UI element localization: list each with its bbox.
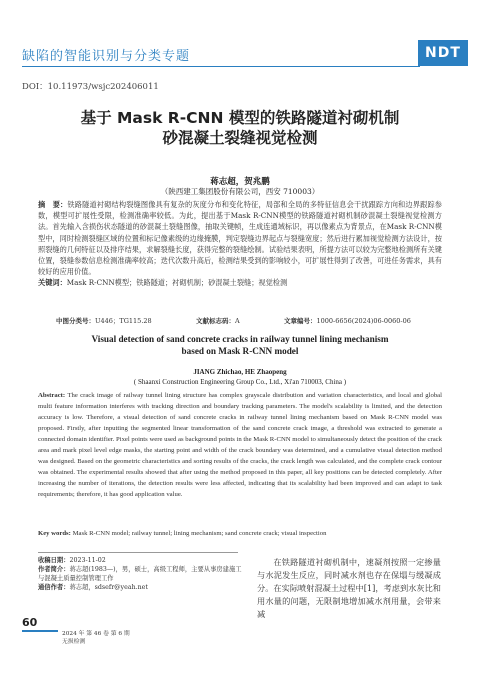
keywords-zh-label: 关键词：: [38, 278, 67, 288]
document-code: 文献标志码：A: [196, 317, 240, 325]
abstract-zh-label: 摘 要：: [38, 200, 68, 209]
title-en-line-1: Visual detection of sand concrete cracks in railway tunnel lining mechanism: [91, 334, 389, 344]
received-date: 收稿日期：2023-11-02: [38, 557, 106, 564]
abstract-en-label: Abstract:: [38, 392, 66, 399]
footnote-rule: [38, 552, 238, 553]
author-bio: 作者简介：蒋志超(1983—)，男，硕士，高级工程师，主要从事房建施工与混凝土质量控制管理工作: [38, 566, 242, 582]
affiliation-zh: （陕西建工集团股份有限公司，西安 710003）: [160, 187, 320, 196]
keywords-en-label: Key words:: [38, 530, 71, 537]
clc-number: 中图分类号：U446；TG115.28: [56, 317, 152, 325]
keywords-en: [38, 530, 442, 537]
journal-info: [62, 630, 130, 646]
article-number: 文章编号：1000-6656(2024)06-0060-06: [284, 317, 411, 325]
section-title: 缺陷的智能识别与分类专题: [22, 49, 191, 64]
journal-logo: NDT: [418, 40, 468, 66]
abstract-zh-text: 铁路隧道衬砌结构裂缝图像具有复杂的灰度分布和变化特征，局部和全局的多特征信息会干扰跟踪方向和边界跟踪参数，模型可扩展性受限，检测准确率较低。为此，提出基于Mask R-CNN模型的铁路隧道衬砌机制砂混凝土裂缝视觉检测方法。首先输入含损伤状态隧道的砂混凝土裂缝图像，抽取关键帧，生成连通域标识，再以像素点为背景点，在Mask R-CNN模型中，同时检测裂缝区域的位置和标记像素级的边缘掩膜，判定裂缝边界起点与裂缝宽度；然后进行累加视觉检测方法设计，按照裂缝的几何特征以及排序结果，求解裂缝长度，获得完整的裂缝绘制。试验结果表明，所提方法可以较为完整地检测所有关键位置，裂缝参数信息检测准确率较高；迭代次数升高后，检测结果受到的影响较小，可扩展性得到了改善，可进任务需求，具有较好的应用价值。: [38, 200, 442, 277]
doi[interactable]: DOI：10.11973/wsjc202406011: [22, 82, 159, 92]
authors-en: JIANG Zhichao, HE Zhaopeng: [193, 368, 287, 376]
title-zh-line-1: 基于 Mask R-CNN 模型的铁路隧道衬砌机制: [80, 109, 400, 127]
keywords-zh-text: Mask R-CNN模型；铁路隧道；衬砌机制；砂混凝土裂缝；视觉检测: [66, 278, 288, 288]
page-number: 60: [22, 616, 38, 629]
footnote: [38, 556, 243, 592]
corresponding-author: 通信作者：蒋志超，sdsefr@yeah.net: [38, 584, 148, 591]
body-text-zh: 在铁路隧道衬砌机制中，速凝剂按照一定掺量与水泥发生反应，同时减水剂也存在保塌与缓凝成分。在实际喷射混凝土过程中[1]，考虑到水灰比和用水量的问题，无限制地增加减水剂用量，会带来减: [257, 557, 441, 619]
header-rule: [22, 66, 420, 67]
abstract-zh: [38, 199, 442, 289]
abstract-en-text: The crack image of railway tunnel lining structure has complex grayscale distribution and variation characteristics, and local and global multi feature information interferes with tracking direction and boundary tracking parameters. The model's scalability is limited, and the detection accuracy is low. Therefore, a visual detection of sand concrete cracks in railway tunnel lining mechanism based on Mask R-CNN model was proposed. Firstly, after inputting the segmented linear transformation of the sand concrete crack image, a threshold was extracted to generate a connected domain identifier. Pixel points were used as background points in the Mask R-CNN model to simultaneously detect the position of the crack area and mark pixel level edge masks, the starting point and width of the crack boundary was determined, and a cumulative visual detection method was designed. Based on the geometric characteristics and sorting results of the cracks, the crack length was calculated, and the complete crack contour was obtained. The experimental results showed that after using the method proposed in this paper, all key positions can be detected completely. After increasing the number of iterations, the detection results were less affected, indicating that its scalability had been improved and can adapt to task requirements; therefore, it has good application value.: [38, 392, 442, 498]
journal-header: [0, 40, 480, 68]
affiliation-en: ( Shaanxi Construction Engineering Group Co., Ltd., Xi'an 710003, China ): [133, 378, 347, 386]
title-zh-line-2: 砂混凝土裂缝视觉检测: [162, 129, 318, 147]
title-en-line-2: based on Mask R-CNN model: [181, 346, 299, 356]
journal-issue: 2024 年 第 46 卷 第 6 期: [62, 631, 130, 637]
abstract-en: [38, 390, 442, 500]
page-bar: [22, 630, 58, 632]
authors-zh: 蒋志超，贺兆鹏: [210, 177, 270, 187]
journal-name: 无损检测: [62, 639, 86, 645]
keywords-en-text: Mask R-CNN model; railway tunnel; lining mechanism; sand concrete crack; visual inspection: [72, 530, 327, 537]
